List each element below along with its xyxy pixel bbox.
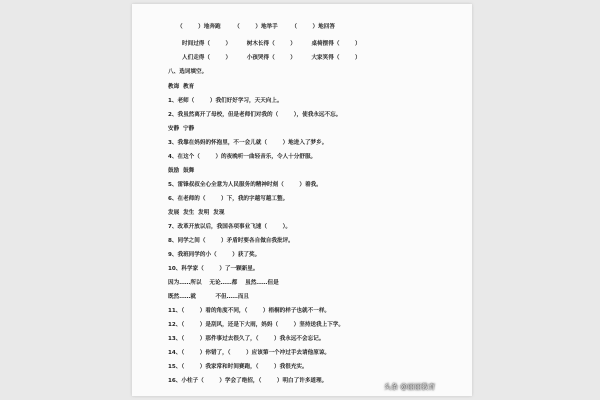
- word-pair: 安静 宁静: [168, 126, 195, 132]
- section-heading: 八、选词填空。: [168, 69, 208, 75]
- exercise-line: 1、老师（ ）我们好好学习，天天向上。: [168, 98, 283, 104]
- exercise-line: 时间过得（ ） 树木长得（ ） 桌椅摆得（ ）: [182, 41, 361, 47]
- exercise-line: 9、我班同学的小（ ）获了奖。: [168, 252, 261, 258]
- exercise-line: 人们走得（ ） 小孩哭得（ ） 大家笑得（ ）: [182, 55, 361, 61]
- exercise-line: 16、小柱子（ ）学会了绝招，（ ）明白了许多道理。: [168, 378, 328, 384]
- conjunction-options: 既然……就 不但……而且: [168, 294, 250, 300]
- exercise-line: 3、我靠在妈妈的怀抱里，不一会儿就（ ）地进入了梦乡。: [168, 140, 328, 146]
- exercise-line: 10、科学家（ ）了一颗新星。: [168, 266, 259, 272]
- exercise-line: 4、在这个（ ）的夜晚听一曲轻音乐，令人十分舒服。: [168, 154, 317, 160]
- exercise-line: 5、雷锋叔叔全心全意为人民服务的精神时刻（ ）着我。: [168, 182, 322, 188]
- exercise-line: （ ）地奔跑 （ ）地举手 （ ）地回答: [177, 24, 335, 30]
- exercise-line: 15、（ ）我家常和时间赛跑，（ ）我很充实。: [168, 364, 308, 370]
- exercise-line: 11、（ ）看的角度不同，（ ）梧桐的样子也就不一样。: [168, 308, 331, 314]
- worksheet-page: [132, 4, 472, 396]
- exercise-line: 8、同学之间（ ）矛盾时要各自做自我批评。: [168, 238, 294, 244]
- word-pair: 教诲 教育: [168, 84, 195, 90]
- exercise-line: 7、改革开放以后，我国各项事业飞速（ ）。: [168, 224, 291, 230]
- source-watermark: 头条 @丽丽教育: [384, 383, 436, 391]
- exercise-line: 12、（ ）是刮风，还是下大雨，妈妈（ ）坚持送我上下学。: [168, 322, 344, 328]
- word-pair: 鼓励 鼓舞: [168, 168, 195, 174]
- exercise-line: 2、我虽然离开了母校，但是老师们对我的（ ），使我永远不忘。: [168, 112, 342, 118]
- exercise-line: 14、（ ）你错了，（ ）应该第一个冲过手去请他原谅。: [168, 350, 331, 356]
- word-pair: 发展 发生 发明 发现: [168, 210, 225, 216]
- exercise-line: 6、在老师的（ ）下，我的字越写越工整。: [168, 196, 289, 202]
- exercise-line: 13、（ ）那件事过去很久了，（ ）我永远不会忘记。: [168, 336, 325, 342]
- conjunction-options: 因为……所以 无论……都 虽然……但是: [168, 280, 279, 286]
